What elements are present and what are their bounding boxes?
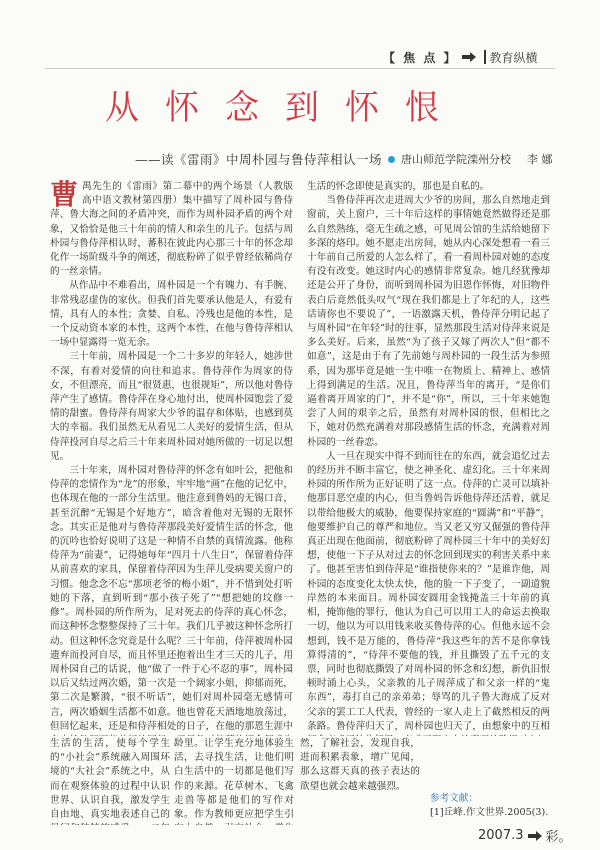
body-column-left [50, 180, 293, 736]
author-name: 李 娜 [527, 153, 553, 166]
arrow-right-icon [462, 52, 476, 62]
header-divider [484, 50, 486, 64]
body-paragraph: 三十年来，周朴园对鲁侍萍的怀念有如叶公，把他和侍萍的恋情作为“龙”的形象，牢牢地“画”在他的记忆中，也体现在他的一部分生活里。他注意到鲁妈的无锡口音，甚至沉醉“无锡是个好地方”，暗含着他对无锡的无限怀念。其实正是他对与鲁侍萍那段美好爱情生活的怀念，他的沉吟也恰好说明了这是一种情不自禁的真情流露。他称侍萍为“前妻”，记得她每年“四月十八生日”，保留着侍萍从前喜欢的家具，保留着侍萍因为生萍儿受病要关窗户的习惯。他念念不忘“那项老爷的梅小姐”，并不惜到处打听她的下落，直到听到“那小孩子死了”“想把她的坟修一修”。周朴园的所作所为，足对死去的侍萍的真心怀念，而这种怀念整整保持了三十年。我们几乎被这种怀念所打动。但这种怀念究竟是什么呢？三十年前，侍萍被周朴园遗弃而投河自尽，而且怀里还抱着出生才三天的儿子，用周朴园自己的话说，他“做了一件于心不忍的事”，周朴园以后又结过两次婚，第一次是一个阔家小姐，抑郁而死，第二次是繁漪，“很不听话”，她们对周朴园毫无感情可言，两次婚姻生活都不如意。他也曾花天酒地地放荡过，但回忆起来，还是和侍萍相处的日子，在他的那恩生涯中 [50, 465, 293, 732]
body-paragraph: 生活的怀念即使是真实的，那也是自私的。 [307, 181, 490, 192]
body-column-bottom-3: 然，了解社会，发现自我，进而积累表象，增广见闻，那么这群天真的孩子表达的欲望也就会越来越强烈。 [300, 738, 420, 792]
section-label: 【 焦 点 】 [383, 50, 458, 65]
body-paragraph: 三十年前，周朴园是一个二十多岁的年轻人，她涉世不深，有着对爱情的向往和追求。鲁侍萍作为周家的侍女，不但漂亮，而且“很贤惠，也很规矩”，所以他对鲁侍萍产生了感情。鲁侍萍在身心地付出，使周朴园饱尝了爱情的甜蜜。鲁侍萍有周家大少爷的温存和体贴，也感到莫大的幸福。我们虽然无从看见二人美好的爱情生活，但从侍萍投河自尽之后三十年来周朴园对她所做的一切足以想见。 [50, 351, 293, 462]
references-title: 参考文献： [430, 793, 478, 804]
section-header [383, 48, 553, 66]
author-affiliation: 唐山师范学院滦州分校 [401, 153, 511, 166]
body-paragraph: 曹禺先生的《雷雨》第二幕中的两个场景（人教版高中语文教材第四册）集中描写了周朴园与鲁侍萍、鲁大海之间的矛盾冲突，而作为周朴园矛盾的两个对象，又恰恰是他三十年前的情人和亲生的儿子。包括与周朴园与鲁侍萍相认时，蕃积在彼此内心那三十年的怀念却化作一场阶级斗争的阐述，彻底粉碎了似乎曾经依稀尚存的一丝亲情。 [50, 180, 293, 278]
body-paragraph: 当鲁侍萍再次走进周大少爷的房间，那么自然地走到窗前，关上窗户，三十年后这样的事情她竟然做得还是那么自然熟练，毫无生疏之感，可见周公馆的生活给她留下多深的烙印。她不愿走出房间，她从内心深处想看一看三十年前自己所爱的人怎么样了，看一看周朴园对她的态度有没有改变。她这时内心的感情非常复杂。她几经犹豫却还是公开了身份，而听到周朴园为旧恩作怀悔，对旧物件表白后竟然低头叹气“现在我们都是上了年纪的人，这些话请你也不要说了”，一语激露天机，鲁侍萍分明记起了与周朴园“在年轻”时的往事，显然那段生活对侍萍来说是多么美好。后来，虽然“为了孩子又嫁了两次人”但“都不如意”，这是由于有了先前她与周朴园的一段生活为参照系，因为那毕竟是她一生中唯一在物质上、精神上、感情上得到满足的生活。况且，鲁侍萍当年的离开，“是你们逼着离开周家的门”，并不是“你”，所以，三十年来她饱尝了人间的艰辛之后，虽然有对周朴园的恨，但相比之下，她对仍然充满着对那段感情生活的怀念，充满着对周朴园的一丝眷恋。 [307, 195, 550, 448]
body-column-bottom-2: 龄里。让学生充分地体验生活，去寻找生活，让他们明白生活中的一切都是他们写作的来源。花草树木、飞禽走兽等都是他们的写作对象。作为教师更应把学生引 [174, 738, 294, 821]
article-subtitle: ——读《雷雨》中周朴园与鲁侍萍相认一场 [135, 152, 383, 167]
reference-item: [1]丘峰.作文世界.2005(3). [430, 807, 549, 818]
body-paragraph: 人一旦在现实中得不到而往在的东西，就会追忆过去的经历并不断丰富它，使之神圣化、虚幻化。三十年来周朴园的所作所为正好证明了这一点。侍萍的亡灵可以填补他那目恶空虚的内心，但当鲁妈告诉他侍萍还活着，就足以带给他极大的威胁，他要保持家庭的“圆满”和“平静”，他要维护自己的尊严和地位。当又老又穷又倔强的鲁侍萍真正出现在他面前，彻底粉碎了周朴园三十年中的美好幻想，使他一下子从对过去的怀念回到现实的利害关系中来了。他甚至害怕到侍萍是“谁指使你来的？”是谁诈他，周朴园的态度变化太快太快，他的脸一下子变了，一副道貌岸然的本来面目。周朴园安圆用金钱掩盖三十年前的真相，掩饰他的罪行，他认为自己可以用工人的命运去换取一切，他以为可以用钱来收买鲁侍萍的心。但他永远不会想到，钱不是万能的，鲁侍萍“我这些年的苦不是你拿钱算得清的”，“侍萍不要他的钱，并且撕毁了五千元的支票，同时也彻底撕毁了对周朴园的怀念和幻想，新仇旧恨顿时涌上心头，父亲教的儿子周萍成了和父亲一样的“鬼东西”，毒打自己的亲弟弟；辱骂的儿子鲁大海成了反对父亲的罢工工人代表，曾经的一家人走上了截然相反的两条路。鲁侍萍归天了，周朴园也归天了，由想象中的互相 [307, 450, 550, 732]
body-paragraph: 从作品中不难看出，周朴园是一个有魄力、有手腕、非常残忍虚伪的家伙。但我们首先要承认他是人，有爱有情，具有人的本性；贪婪、自私、冷残也是他的本性，是一个反动资本家的本性，这两个本性，在他与鲁侍萍相认一场中显露得一览无余。 [50, 280, 293, 349]
column-label: 教育纵横 [489, 50, 538, 65]
bullet-icon [388, 156, 395, 163]
dropcap: 曹 [50, 180, 79, 211]
page-footer [478, 826, 572, 845]
body-column-bottom-1: 生活的生活，使每个学生的“小社会”系统融入周围环境的“大社会”系统之中，从而在观察体验的过程中认识世界、认识自我，激发学生自由地、真实地表述自己的 [50, 738, 170, 821]
issue-number: 2007.3 [478, 828, 524, 843]
footer-label: 彩。 [545, 830, 572, 845]
body-column-right [307, 180, 550, 736]
header-rule [45, 68, 555, 69]
article-title: 从怀念到怀恨 [105, 88, 465, 128]
references [430, 792, 555, 820]
author-block [388, 151, 553, 167]
arrow-right-icon [528, 831, 542, 841]
